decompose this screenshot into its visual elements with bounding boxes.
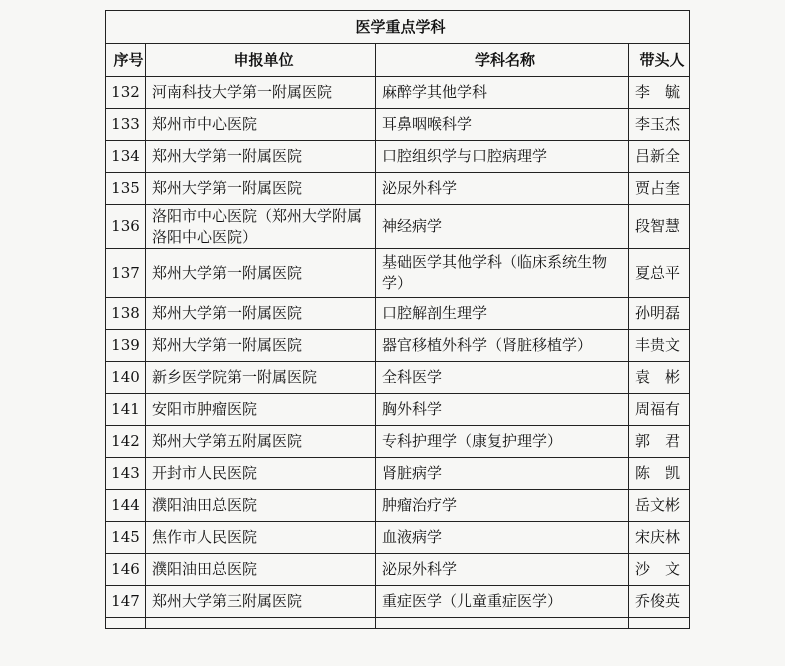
table-row [106, 490, 690, 522]
row-subject: 耳鼻咽喉科学 [376, 109, 629, 141]
row-num: 147 [106, 586, 146, 618]
row-unit: 郑州市中心医院 [146, 109, 376, 141]
row-subject: 血液病学 [376, 522, 629, 554]
row-unit: 郑州大学第五附属医院 [146, 426, 376, 458]
row-leader: 陈 凯 [629, 458, 690, 490]
table-row [106, 141, 690, 173]
row-leader: 吕新全 [629, 141, 690, 173]
table-row [106, 458, 690, 490]
row-leader: 夏总平 [629, 249, 690, 298]
row-leader: 袁 彬 [629, 362, 690, 394]
row-num: 146 [106, 554, 146, 586]
row-subject: 全科医学 [376, 362, 629, 394]
row-subject: 口腔解剖生理学 [376, 298, 629, 330]
row-unit: 郑州大学第一附属医院 [146, 141, 376, 173]
row-num: 135 [106, 173, 146, 205]
table-row-partial [106, 618, 690, 629]
row-subject: 基础医学其他学科（临床系统生物学） [376, 249, 629, 298]
table-row [106, 426, 690, 458]
table-row [106, 362, 690, 394]
row-leader: 丰贵文 [629, 330, 690, 362]
table-row [106, 394, 690, 426]
row-leader: 郭 君 [629, 426, 690, 458]
table-row [106, 554, 690, 586]
table-title-row [106, 11, 690, 44]
row-num: 137 [106, 249, 146, 298]
table-title: 医学重点学科 [106, 11, 690, 44]
table-row [106, 330, 690, 362]
table-header-row [106, 44, 690, 77]
row-leader: 段智慧 [629, 205, 690, 249]
row-num: 134 [106, 141, 146, 173]
header-unit: 申报单位 [146, 44, 376, 77]
row-unit: 焦作市人民医院 [146, 522, 376, 554]
row-unit: 安阳市肿瘤医院 [146, 394, 376, 426]
row-subject: 神经病学 [376, 205, 629, 249]
row-subject: 口腔组织学与口腔病理学 [376, 141, 629, 173]
row-num: 133 [106, 109, 146, 141]
row-num: 144 [106, 490, 146, 522]
row-num: 136 [106, 205, 146, 249]
row-leader: 岳文彬 [629, 490, 690, 522]
row-num: 132 [106, 77, 146, 109]
row-leader: 宋庆林 [629, 522, 690, 554]
row-num: 140 [106, 362, 146, 394]
row-unit: 郑州大学第一附属医院 [146, 298, 376, 330]
table-row [106, 298, 690, 330]
row-leader: 周福有 [629, 394, 690, 426]
key-disciplines-table [105, 10, 690, 629]
row-unit: 郑州大学第三附属医院 [146, 586, 376, 618]
table-row [106, 173, 690, 205]
header-num: 序号 [106, 44, 146, 77]
table-row [106, 205, 690, 249]
row-subject: 重症医学（儿童重症医学） [376, 586, 629, 618]
row-leader: 李 毓 [629, 77, 690, 109]
row-num: 139 [106, 330, 146, 362]
row-subject: 麻醉学其他学科 [376, 77, 629, 109]
header-leader: 带头人 [629, 44, 690, 77]
row-unit: 濮阳油田总医院 [146, 554, 376, 586]
table-row [106, 522, 690, 554]
table-row [106, 77, 690, 109]
row-num: 142 [106, 426, 146, 458]
row-unit: 郑州大学第一附属医院 [146, 249, 376, 298]
row-leader: 沙 文 [629, 554, 690, 586]
header-subject: 学科名称 [376, 44, 629, 77]
table-row [106, 109, 690, 141]
row-subject: 器官移植外科学（肾脏移植学） [376, 330, 629, 362]
table-row [106, 586, 690, 618]
row-leader: 孙明磊 [629, 298, 690, 330]
row-num: 143 [106, 458, 146, 490]
row-subject: 泌尿外科学 [376, 554, 629, 586]
row-unit: 河南科技大学第一附属医院 [146, 77, 376, 109]
row-subject: 胸外科学 [376, 394, 629, 426]
row-unit: 新乡医学院第一附属医院 [146, 362, 376, 394]
row-subject: 肿瘤治疗学 [376, 490, 629, 522]
row-leader: 乔俊英 [629, 586, 690, 618]
row-num: 141 [106, 394, 146, 426]
row-num: 138 [106, 298, 146, 330]
row-leader: 李玉杰 [629, 109, 690, 141]
row-leader: 贾占奎 [629, 173, 690, 205]
row-subject: 肾脏病学 [376, 458, 629, 490]
table-row [106, 249, 690, 298]
row-unit: 郑州大学第一附属医院 [146, 173, 376, 205]
row-subject: 专科护理学（康复护理学） [376, 426, 629, 458]
row-unit: 濮阳油田总医院 [146, 490, 376, 522]
row-unit: 开封市人民医院 [146, 458, 376, 490]
row-num: 145 [106, 522, 146, 554]
row-unit: 洛阳市中心医院（郑州大学附属洛阳中心医院） [146, 205, 376, 249]
row-unit: 郑州大学第一附属医院 [146, 330, 376, 362]
row-subject: 泌尿外科学 [376, 173, 629, 205]
